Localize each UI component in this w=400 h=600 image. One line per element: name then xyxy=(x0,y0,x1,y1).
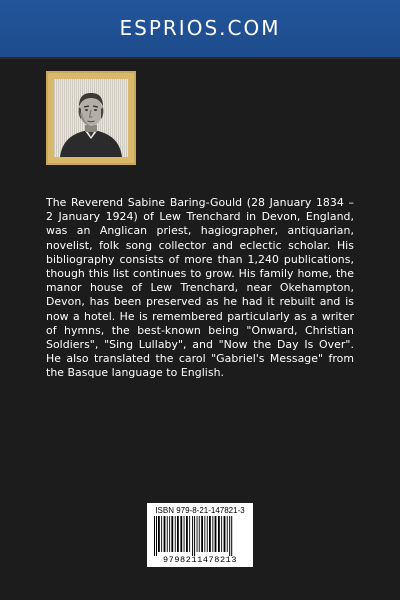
portrait-engraving-image xyxy=(54,79,128,157)
barcode-bar xyxy=(207,516,208,552)
barcode-bar xyxy=(189,516,190,552)
barcode-bar xyxy=(201,516,203,552)
barcode-bar xyxy=(194,516,195,556)
barcode-bar xyxy=(171,516,173,552)
isbn-label: ISBN 979-8-21-147821-3 xyxy=(155,506,245,515)
barcode-bar xyxy=(224,516,226,552)
barcode-bar xyxy=(218,516,220,552)
barcode-bar xyxy=(229,516,230,556)
barcode-bar xyxy=(167,516,168,552)
banner-divider xyxy=(0,57,400,59)
barcode-bar xyxy=(215,516,217,552)
header-banner xyxy=(0,0,400,57)
barcode-bar xyxy=(164,516,166,552)
site-name: ESPRIOS.COM xyxy=(119,15,281,40)
barcode-bar xyxy=(231,516,232,556)
author-biography: The Reverend Sabine Baring-Gould (28 January 1834 – 2 January 1924) of Lew Trenchard in Devon, England, was an Anglican priest, hagiographer, antiquarian, novelist, folk song collector and eclectic scholar. His bibliography consists of more than 1,240 publications, though this list continues to grow. His family home, the manor house of Lew Trenchard, near Okehampton, Devon, has been preserved as he had it rebuilt and is now a hotel. He is remembered particularly as a writer of hymns, the best-known being "Onward, Christian Soldiers", "Sing Lullaby", and "Now the Day Is Over". He also translated the carol "Gabriel's Message" from the Basque language to English. xyxy=(46,196,354,380)
barcode-bar xyxy=(197,516,198,552)
barcode-bar xyxy=(199,516,200,552)
barcode-bar xyxy=(154,516,155,556)
barcode-bar xyxy=(192,516,193,556)
barcode-bars xyxy=(151,516,249,556)
barcode-bar xyxy=(175,516,176,552)
isbn-barcode xyxy=(147,503,253,567)
barcode-bar xyxy=(161,516,162,552)
barcode-bar xyxy=(156,516,157,556)
author-portrait-frame xyxy=(46,71,136,165)
barcode-bar xyxy=(212,516,213,552)
author-portrait xyxy=(54,79,128,157)
barcode-bar xyxy=(186,516,188,552)
barcode-bar xyxy=(209,516,211,552)
barcode-bar xyxy=(169,516,170,552)
barcode-bar xyxy=(184,516,185,552)
barcode-bar xyxy=(158,516,160,552)
barcode-bar xyxy=(180,516,182,552)
barcode-digits: 9798211478213 xyxy=(162,555,238,565)
barcode-bar xyxy=(221,516,222,552)
barcode-bar xyxy=(177,516,179,552)
barcode-bar xyxy=(227,516,228,552)
barcode-bar xyxy=(204,516,205,552)
